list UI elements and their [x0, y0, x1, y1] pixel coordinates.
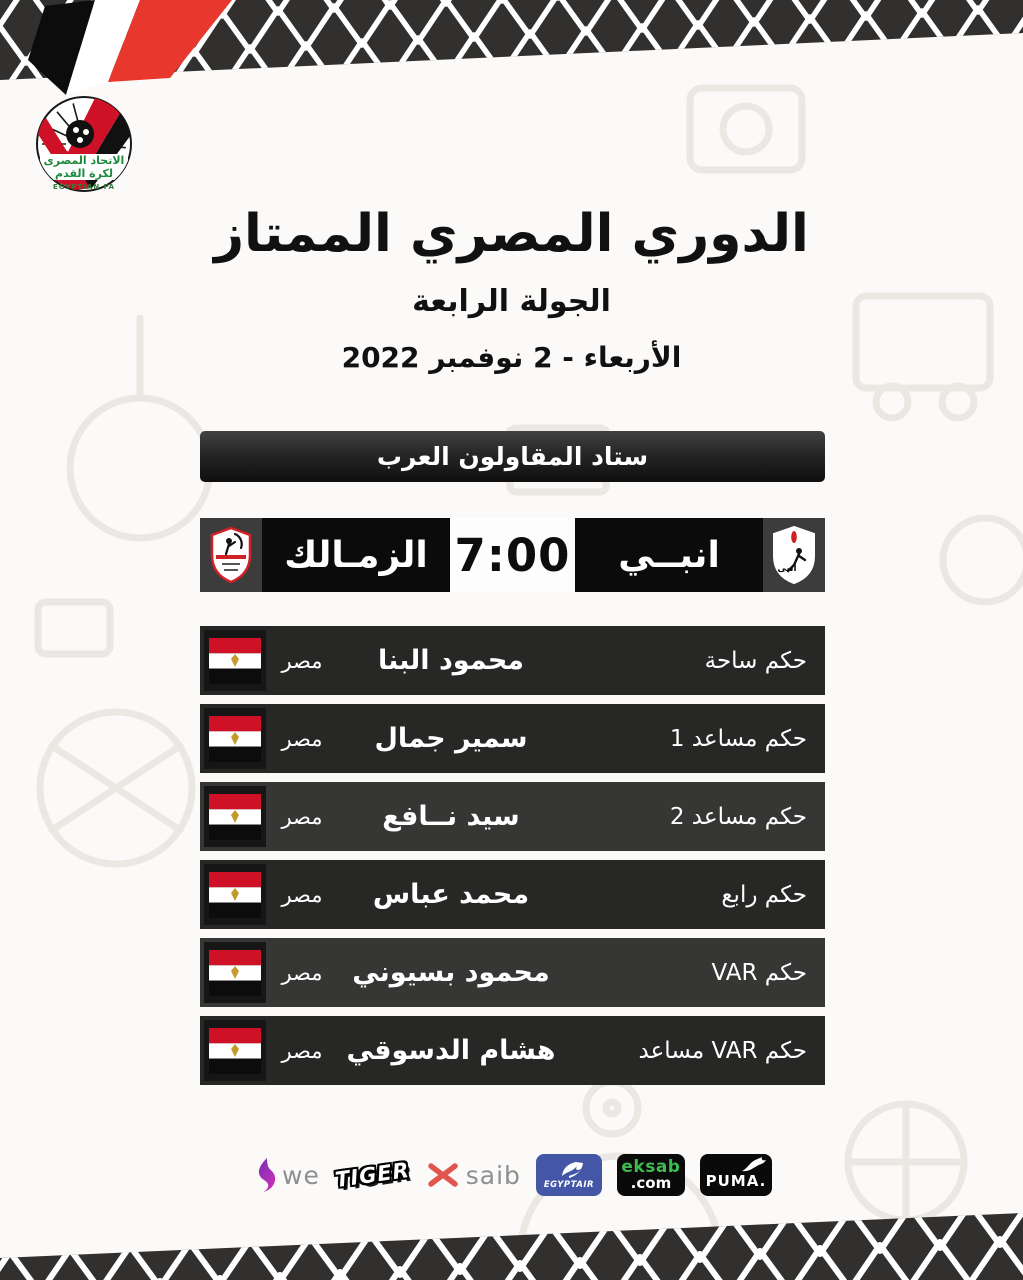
official-name: سيد نــافع — [382, 801, 520, 832]
sponsor-saib-logo — [425, 1159, 521, 1191]
role-label: حكم VAR مساعد — [638, 1037, 807, 1064]
country-label: مصر — [281, 726, 323, 751]
flag-box — [204, 786, 266, 847]
flag-box — [204, 864, 266, 925]
egypt-flag-icon — [209, 950, 261, 996]
egypt-flag-icon — [209, 716, 261, 762]
eksab-label-top: eksab — [621, 1157, 681, 1177]
sponsors-row — [200, 1150, 825, 1200]
fa-name-en: EGYPTIAN FA — [52, 183, 116, 191]
fa-name-ar-2: لكرة القدم — [55, 167, 113, 180]
official-name: هشام الدسوقي — [346, 1035, 556, 1066]
official-row-avar — [200, 1016, 825, 1085]
kickoff-time: 7:00 — [450, 518, 575, 592]
fa-name-ar-1: الاتحاد المصرى — [43, 154, 125, 167]
official-row-assistant-1 — [200, 704, 825, 773]
saib-knot-icon — [425, 1159, 461, 1191]
sponsor-egyptair-logo — [536, 1154, 602, 1196]
flag-box — [204, 942, 266, 1003]
sponsor-we-logo — [253, 1156, 320, 1194]
top-zigzag-border — [0, 0, 1023, 120]
officials-list — [200, 626, 825, 1085]
away-team-name: الزمـالك — [262, 518, 450, 592]
zamalek-crest-box — [200, 518, 262, 592]
role-label: حكم مساعد 1 — [669, 725, 807, 752]
egypt-flag-icon — [209, 638, 261, 684]
page-title: الدوري المصري الممتاز — [214, 204, 809, 264]
zamalek-crest-icon — [208, 526, 254, 584]
eksab-label-bottom: .com — [630, 1174, 672, 1192]
country-label: مصر — [281, 882, 323, 907]
role-label: حكم ساحة — [704, 647, 807, 674]
official-row-var — [200, 938, 825, 1007]
sponsor-eksab-logo — [617, 1154, 685, 1196]
role-label: حكم رابع — [721, 881, 807, 908]
home-team-name: انبــي — [575, 518, 763, 592]
egyptair-label: EGYPTAIR — [543, 1179, 595, 1190]
egyptair-eagle-icon — [554, 1161, 584, 1179]
match-bar — [200, 518, 825, 592]
official-row-fourth — [200, 860, 825, 929]
country-label: مصر — [281, 960, 323, 985]
role-label: حكم VAR — [711, 959, 807, 986]
sponsor-tiger-logo — [334, 1158, 412, 1192]
date-label: الأربعاء - 2 نوفمبر 2022 — [341, 341, 682, 374]
official-name: محمد عباس — [372, 879, 530, 910]
country-label: مصر — [281, 648, 323, 673]
enppi-crest-box — [763, 518, 825, 592]
official-name: محمود البنا — [377, 645, 525, 676]
saib-label: saib — [465, 1160, 521, 1190]
country-label: مصر — [281, 804, 323, 829]
flag-box — [204, 630, 266, 691]
flag-box — [204, 1020, 266, 1081]
puma-label: PUMA. — [705, 1172, 767, 1190]
egyptian-fa-logo — [26, 92, 138, 208]
flag-box — [204, 708, 266, 769]
puma-cat-icon — [741, 1157, 767, 1172]
bottom-zigzag-border — [0, 1188, 1023, 1280]
egypt-flag-icon — [209, 794, 261, 840]
role-label: حكم مساعد 2 — [669, 803, 807, 830]
official-name: محمود بسيوني — [352, 957, 550, 988]
official-row-assistant-2 — [200, 782, 825, 851]
official-name: سمير جمال — [374, 723, 528, 754]
egypt-flag-icon — [209, 872, 261, 918]
egypt-flag-icon — [209, 1028, 261, 1074]
official-row-referee — [200, 626, 825, 695]
sponsor-puma-logo — [700, 1154, 772, 1196]
stadium-bar — [200, 431, 825, 482]
round-label: الجولة الرابعة — [412, 284, 611, 319]
enppi-crest-icon — [770, 525, 818, 585]
enppi-crest-label: انبى — [777, 564, 797, 574]
we-label: we — [282, 1160, 320, 1190]
country-label: مصر — [281, 1038, 323, 1063]
tiger-label: TIGER — [333, 1157, 412, 1193]
we-flame-icon — [253, 1156, 277, 1194]
stadium-name: ستاد المقاولون العرب — [376, 442, 649, 471]
